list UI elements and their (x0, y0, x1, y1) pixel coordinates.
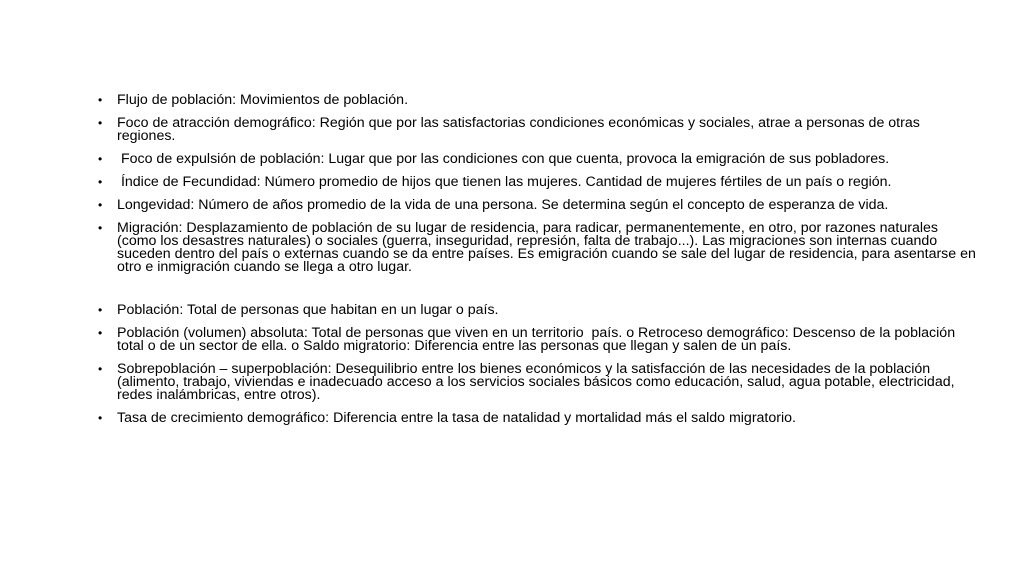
bullet-icon: • (98, 362, 103, 376)
list-item (96, 304, 976, 317)
list-item (96, 176, 976, 189)
list-item-text: Flujo de población: Movimientos de población. (117, 92, 409, 108)
list-item-text: Migración: Desplazamiento de población de su lugar de residencia, para radicar, permanentemente, en otro, por razones naturales (como los desastres naturales) o sociales (guerra, inseguridad, represión, falta de trabajo...). Las migraciones son internas cuando suceden dentro del país o externas cuando se da entre países. Es emigración cuando se sale del lugar de residencia, para asentarse en otro e inmigración cuando se llega a otro lugar. (117, 220, 976, 275)
list-item-text: Población: Total de personas que habitan en un lugar o país. (117, 302, 499, 318)
list-item (96, 199, 976, 212)
list-item (96, 363, 976, 402)
list-item-text: Foco de expulsión de población: Lugar que por las condiciones con que cuenta, provoca la emigración de sus pobladores. (117, 151, 890, 167)
list-item-text: Longevidad: Número de años promedio de la vida de una persona. Se determina según el concepto de esperanza de vida. (117, 197, 889, 213)
list-item-text: Tasa de crecimiento demográfico: Diferencia entre la tasa de natalidad y mortalidad más el saldo migratorio. (117, 410, 796, 426)
bullet-icon: • (98, 221, 103, 235)
bullet-icon: • (98, 116, 103, 130)
list-item (96, 94, 976, 107)
bullet-icon: • (98, 198, 103, 212)
list-item (96, 222, 976, 274)
bullet-icon: • (98, 93, 103, 107)
bullet-icon: • (98, 303, 103, 317)
list-item-text: Foco de atracción demográfico: Región que por las satisfactorias condiciones económicas y sociales, atrae a personas de otras regiones. (117, 115, 920, 144)
bullet-icon: • (98, 326, 103, 340)
list-item-text: Sobrepoblación – superpoblación: Desequilibrio entre los bienes económicos y la satisfacción de las necesidades de la población (alimento, trabajo, viviendas e inadecuado acceso a los servicios sociales básicos como educación, salud, agua potable, electricidad, redes inalámbricas, entre otros). (117, 361, 955, 403)
definitions-list (96, 94, 976, 435)
list-item (96, 412, 976, 425)
list-item (96, 153, 976, 166)
list-item (96, 327, 976, 353)
list-item-text: Índice de Fecundidad: Número promedio de hijos que tienen las mujeres. Cantidad de mujeres fértiles de un país o región. (117, 174, 892, 190)
list-item (96, 117, 976, 143)
bullet-icon: • (98, 175, 103, 189)
list-item-text: Población (volumen) absoluta: Total de personas que viven en un territorio país. o Retroceso demográfico: Descenso de la población total o de un sector de ella. o Saldo migratorio: Diferencia entre las personas que llegan y salen de un país. (117, 325, 960, 354)
bullet-icon: • (98, 152, 103, 166)
bullet-icon: • (98, 411, 103, 425)
